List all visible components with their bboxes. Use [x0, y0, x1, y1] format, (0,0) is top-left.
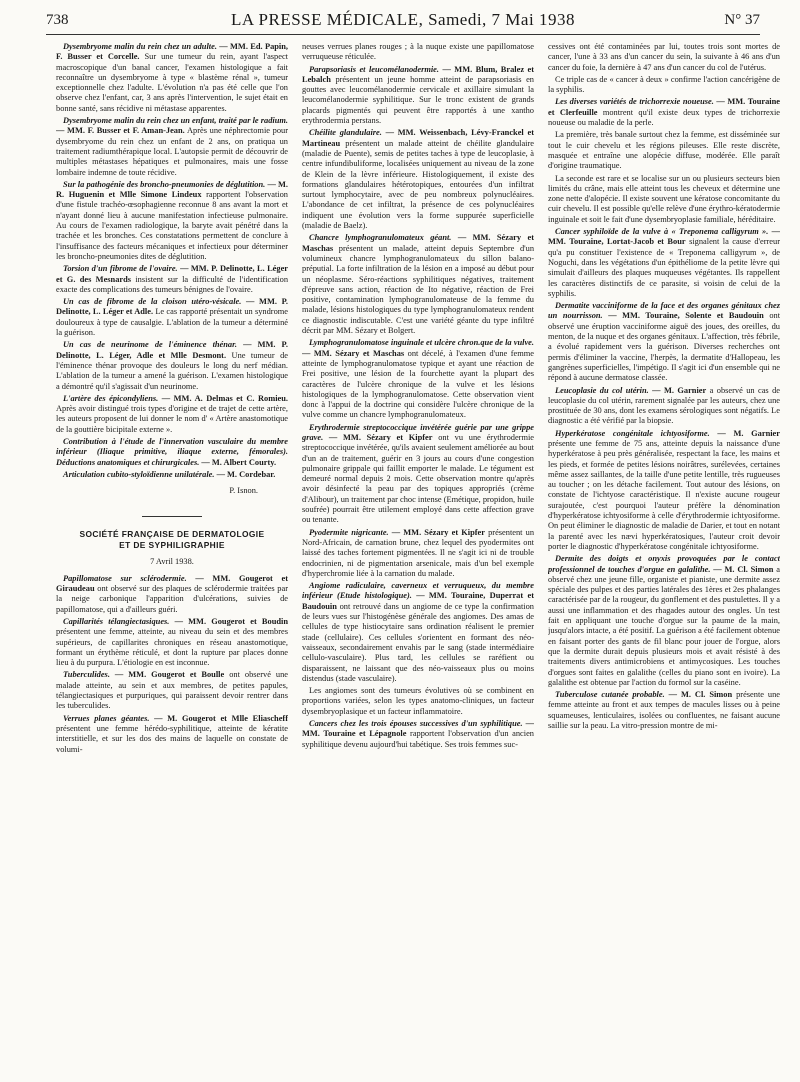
- article-paragraph: Les angiomes sont des tumeurs évolutives où se combinent en proportions variées, selon les types anatomo-cliniques, un facteur dysembryoplasique et un facteur inflammatoire.: [302, 686, 534, 716]
- signature: P. Isnon.: [229, 486, 258, 496]
- continued-text: cessives ont été contaminées par lui, toutes trois sont mortes de cancer, l'une à 33 ans d'un cancer du sein, la suivante à 46 ans d'un cancer du foie, la dernière à 47 ans d'un cancer du col de l'utérus.: [548, 42, 780, 72]
- page-header: [46, 6, 760, 36]
- article-entry: Tuberculides. — MM. Gougerot et Boulle ont observé une malade atteinte, au sein et aux membres, de petites papules, télangiectasiques et purpuriques, qui paraissent devoir rentrer dans les tuberculides.: [56, 670, 288, 711]
- article-paragraph: La première, très banale surtout chez la femme, est disséminée sur tout le cuir chevelu et les régions pileuses. Elle reste discrète, masquée et entraîne une alopécie diffuse, modérée. Elle paraît d'origine traumatique.: [548, 130, 780, 171]
- issue-number: N° 37: [724, 12, 760, 28]
- article-entry: Leucoplasie du col utérin. — M. Garnier a observé un cas de leucoplasie du col utérin, rarement signalée par les auteurs, chez une prostituée de 30 ans, dont les examens sérologiques sont négatifs. Le diagnostic a été vérifié par la biopsie.: [548, 385, 780, 426]
- article-entry: Cancer syphiloïde de la vulve à « Treponema calligyrum ». — MM. Touraine, Lortat-Jacob et Bour signalent la cause d'erreur qu'a pu constituer l'existence de « Treponema calligyrum », de Noguchi, dans les végétations d'un épithéliome de la petite lèvre qui simulait d'ailleurs des plaques muqueuses végétantes. Ils rappellent les caractères distinctifs de ce parasite, si voisin de celui de la syphilis.: [548, 227, 780, 298]
- article-entry: Dermatite vacciniforme de la face et des organes génitaux chez un nourrisson. — MM. Touraine, Solente et Baudouin ont observé une éruption vacciniforme aiguë des joues, des oreilles, du menton, de la nuque et des organes génitaux. L'affection, très fébrile, a évolué rapidement vers la guérison. Diverses recherches ont permis d'éliminer la vaccine, l'herpès, la dermatite d'Hallopeau, les gangrènes superficielles, l'impétigo. Il s'agit ici d'un ensemble qui ne répond à aucune dermatose classée.: [548, 301, 780, 383]
- page-number: 738: [46, 12, 69, 28]
- header-rule: [46, 34, 760, 35]
- article-paragraph: Ce triple cas de « cancer à deux » confirme l'action cancérigène de la syphilis.: [548, 74, 780, 95]
- article-entry: Dermite des doigts et onyxis provoquées par le contact professionnel de touches d'orgue en galalithe. — M. Cl. Simon a observé chez une jeune fille, organiste et pianiste, une dermite assez spéciale des pulpes et des parties latérales des 1ères et 2es phalanges caractérisée par de la rougeur, du gonflement et des pustulettes. Il y a aussi une inflammation et des rhagades autour des ongles. Un test fait en appliquant une touche d'orgue sur la paume de la main, jusqu'alors intacte, a été positif. La guérison a été facilement obtenue en faisant porter des gants de fil blanc pour jouer de l'orgue, alors que la dermite durait depuis plusieurs mois et avait résisté à des traitements divers antimicrobiens et antimycosiques. Les touches d'orgues sont faites en galalithe (celles du piano sont en ivoire). La galalithe est obtenue par l'action du formol sur la caséine.: [548, 554, 780, 687]
- article-entry: Dysembryome malin du rein chez un adulte. — MM. Ed. Papin, F. Busser et Corcelle. Sur une tumeur du rein, ayant l'aspect macroscopique d'un banal cancer, l'examen histologique a fait reconnaître un dysembryome à type « blastème rénal », tumeur exceptionnelle chez l'adulte. L'évolution n'a pas été celle que l'on observe chez l'enfant, car, 3 ans après l'intervention, le sujet était en bonne santé, sans récidive ni métastase apparentes.: [56, 42, 288, 113]
- article-entry: Hyperkératose congénitale ichtyosiforme. — M. Garnier présente une femme de 75 ans, atteinte depuis la naissance d'une hyperkératose à peu près généralisée, respectant la face, les mains et les pieds, et formée de petites lésions noirâtres, surélevées, certaines même assez saillantes, de la taille d'une petite lentille, très rugueuses au toucher ; on les détache facilement. Tout autour des lésions, on constate de l'ichtyose caractéristique. Il n'existe aucune rougeur surajoutée, c'est pourquoi l'auteur préfère la dénomination d'hyperkératose ichtyosiforme à celle d'érythrodermie ichtyosiforme. On peut éliminer le diagnostic de maladie de Darier, et tout en notant la parenté avec les nævi hyperkératosiques, l'auteur croit devoir porter le diagnostic d'hyperkératose congénitale ichtyosiforme.: [548, 428, 780, 551]
- article-entry: Tuberculose cutanée probable. — M. Cl. Simon présente une femme atteinte au front et aux tempes de macules lisses ou à peine squameuses, lenticulaires, isolées ou confluentes, ne faisant aucune saillie sur la peau. La vitro-pression montre de mi-: [548, 690, 780, 730]
- article-entry: Erythrodermie streptococcique invétérée guérie par une grippe grave. — MM. Sézary et Kipfer ont vu une érythrodermie streptococcique invétérée, qu'ils avaient seulement améliorée au bout d'un an de traitement, guérir en 3 jours au cours d'une congestion pulmonaire grippale qui faillit emporter le malade. Le tégument est demeuré normal depuis 2 mois. Cette observation montre qu'après avoir désinfecté la peau par des topiques appropriés (crème d'Alibour), un traitement par choc intense (Emétique, propidon, huile soufrée) pourrait être utilement employé dans cette affection grave ou tenante.: [302, 422, 534, 525]
- article-entry: Un cas de fibrome de la cloison utéro-vésicale. — MM. P. Delinotte, L. Léger et Adle. Le cas rapporté présentait un syndrome douloureux à type de causalgie. L'ablation de la tumeur a déterminé la guérison.: [56, 297, 288, 338]
- article-entry: Dysembryome malin du rein chez un enfant, traité par le radium. — MM. F. Busser et F. Aman-Jean. Après une néphrectomie pour dysembryome du rein chez un enfant de 2 ans, on pratiqua un traitement radiumthérapique local. L'autopsie permit de découvrir de multiples métastases hépatiques et pulmonaires, mais une fosse lombaire indemne de toute récidive.: [56, 116, 288, 177]
- article-entry: Verrues planes géantes. — M. Gougerot et Mlle Eliascheff présentent une femme hérédo-syphilitique, atteinte de kératite interstitielle, et sur les dos des mains de laquelle on constate de volumi-: [56, 713, 288, 754]
- article-entry: L'artère des épicondyliens. — MM. A. Delmas et C. Romieu. Après avoir distingué trois types d'origine et de trajet de cette artère, les auteurs proposent de lui donner le nom d' « Artère anastomotique de la gouttière bicipitale externe ».: [56, 393, 288, 434]
- article-entry: Pyodermite nigricante. — MM. Sézary et Kipfer présentent un Nord-Africain, de carnation brune, chez lequel des pyodermites ont laissé des taches fortement pigmentées. Il ne s'agit ici ni de trouble endocrinien, ni de pigmentation arsenicale, mais d'un bel exemple d'hyperchromie liée à la carnation du malade.: [302, 527, 534, 578]
- article-entry: Chéilite glandulaire. — MM. Weissenbach, Lévy-Franckel et Martineau présentent un malade atteint de chéilite glandulaire (maladie de Puente), semis de petites taches à type de leucoplasie, à centre infundibuliforme, localisées uniquement au niveau de la zone de Klein de la lèvre inférieure. Histologiquement, il existe des formations glandulaires hétérotopiques, entourées d'un infiltrat surtout lymphocytaire, avec de peu nombreux polynucléaires. L'abondance de cet infiltrat, la présence de ces polynucléaires indiquent une évolution vers la forme suppurée superficielle (maladie de Baelz).: [302, 128, 534, 231]
- article-entry: Sur la pathogénie des broncho-pneumonies de déglutition. — M. R. Huguenin et Mlle Simone Lindeux rapportent l'observation d'une fistule trachéo-œsophagienne reconnue 8 ans avant la mort et n'ayant donné lieu à aucune manifestation infectieuse pulmonaire. Au cours de l'examen radiologique, la baryte avait pénétré dans la trachée et les bronches. Ces constatations permettent de conclure à l'insuffisance des facteurs mécaniques et infectieux pour déterminer les broncho-pneumonies dites de déglutition.: [56, 179, 288, 261]
- article-entry: Cancers chez les trois épouses successives d'un syphilitique. — MM. Touraine et Lépagnole rapportent l'observation d'un ancien syphilitique devenu aujourd'hui tabétique. Ses trois femmes suc-: [302, 719, 534, 749]
- column-3: [548, 42, 780, 1060]
- session-date: 7 Avril 1938.: [150, 557, 194, 567]
- article-entry: Papillomatose sur sclérodermie. — MM. Gougerot et Giraudeau ont observé sur des plaques de sclérodermie traitées par la neige carbonique l'apparition d'ulcérations, suivies de papillomatose, qui a d'ailleurs guéri.: [56, 573, 288, 614]
- article-entry: Torsion d'un fibrome de l'ovaire. — MM. P. Delinotte, L. Léger et G. des Mesnards insistent sur la difficulté de l'identification exacte des complications des tumeurs bénignes de l'ovaire.: [56, 264, 288, 294]
- column-1: [56, 42, 288, 1060]
- section-divider: [142, 516, 202, 517]
- article-entry: Parapsoriasis et leucomélanodermie. — MM. Blum, Bralez et Lebalch présentent un jeune homme atteint de parapsoriasis en gouttes avec leucomélanodermie cervicale et axillaire simulant la leucomélanodermie syphilitique. Sur le tronc existent de grands placards pigmentés qui peuvent être rapportés à une xantho erythrodermia perstans.: [302, 64, 534, 126]
- journal-title: LA PRESSE MÉDICALE, Samedi, 7 Mai 1938: [231, 10, 575, 29]
- article-entry: Articulation cubito-styloïdienne unilatérale. — M. Cordebar.: [63, 469, 276, 479]
- article-entry: Chancre lymphogranulomateux géant. — MM. Sézary et Maschas présentent un malade, atteint depuis Septembre d'un volumineux chancre lymphogranulomateux du sillon balano-préputial. La forte infiltration de la lésion en a imposé au début pour un néoplasme. Séro-réactions syphilitiques négatives, traitement d'épreuve sans action, réaction de Ito négative, réaction de Frei positive, contamination lymphogranulomateuse de la femme du malade, lésions histologiques du type lymphogranulomateux rendent ce diagnostic indiscutable. C'est une variété géante du type infiltré décrit par MM. Sézary et Bolgert.: [302, 233, 534, 336]
- article-entry: Les diverses variétés de trichorrexie noueuse. — MM. Touraine et Clerfeuille montrent qu'il existe deux types de trichorrexie noueuse ou maladie de la perle.: [548, 97, 780, 128]
- society-heading: SOCIÉTÉ FRANÇAISE DE DERMATOLOGIE ET DE SYPHILIGRAPHIE: [79, 529, 265, 551]
- article-entry: Un cas de neurinome de l'éminence thénar. — MM. P. Delinotte, L. Léger, Adle et Mlle Desmont. Une tumeur de l'éminence thénar provoque des douleurs le long du nerf médian. L'ablation de la tumeur a amené la guérison. L'examen histologique a démontré qu'il s'agissait d'un neurinome.: [56, 340, 288, 391]
- article-entry: Capillarités télangiectasiques. — MM. Gougerot et Boudin présentent une femme, atteinte, au niveau du sein et des membres supérieurs, de capillarites chroniques en réseau anastomotique, formant un érythème réticulé, et dont la rupture par places donne lieu à du purpura. L'étiologie en est inconnue.: [56, 616, 288, 668]
- article-paragraph: La seconde est rare et se localise sur un ou plusieurs secteurs bien limités du crâne, mais elle atteint tous les cheveux et détermine une zone nette d'alopécie. Il existe souvent une kératose concomitante du cuir chevelu. Il est possible qu'elle relève d'une érythro-kératodermie inguinale et soit le fait d'une dysembryoplasie familiale, héréditaire.: [548, 173, 780, 224]
- article-entry: Lymphogranulomatose inguinale et ulcère chron.que de la vulve. — MM. Sézary et Maschas ont décelé, à l'examen d'une femme atteinte de lymphogranulomatose typique et ayant une réaction de Frei positive, une lésion de la fourchette ayant la plupart des caractères de l'ulcère chronique de la vulve et les lésions histologiques de la lymphogranulomatose. Cette observation vient donc à l'appui de la doctrine qui considère l'ulcère chronique de la vulve comme un chancre lymphogranulomateux.: [302, 338, 534, 420]
- article-columns: [56, 42, 780, 1060]
- column-2: [302, 42, 534, 1060]
- article-entry: Contribution à l'étude de l'innervation vasculaire du membre inférieur (Iliaque primitive, iliaque externe, fémorales). Déductions anatomiques et chirurgicales. — M. Albert Courty.: [56, 436, 288, 467]
- continued-text: neuses verrues planes rouges ; à la nuque existe une papillomatose verruqueuse réticulée.: [302, 42, 534, 62]
- article-entry: Angiome radiculaire, caverneux et verruqueux, du membre inférieur (Etude histologique). — MM. Touraine, Duperrat et Baudouin ont retrouvé dans un angiome de ce type la confirmation de leurs vues sur l'histogénèse générale des angiomes. Des amas de cellules de type histiocytaire sans ordination réalisent le premier stade (cellulaire). Ces cellules s'orientent en formant des néo-vaisseaux, secondairement envahis par le sang (stade intermédiaire cellulo-vasculaire). Plus tard, les cellules se raréfient ou disparaissent, ne laissant que des néo-vaisseaux plus ou moins distendus (stade vasculaire).: [302, 581, 534, 683]
